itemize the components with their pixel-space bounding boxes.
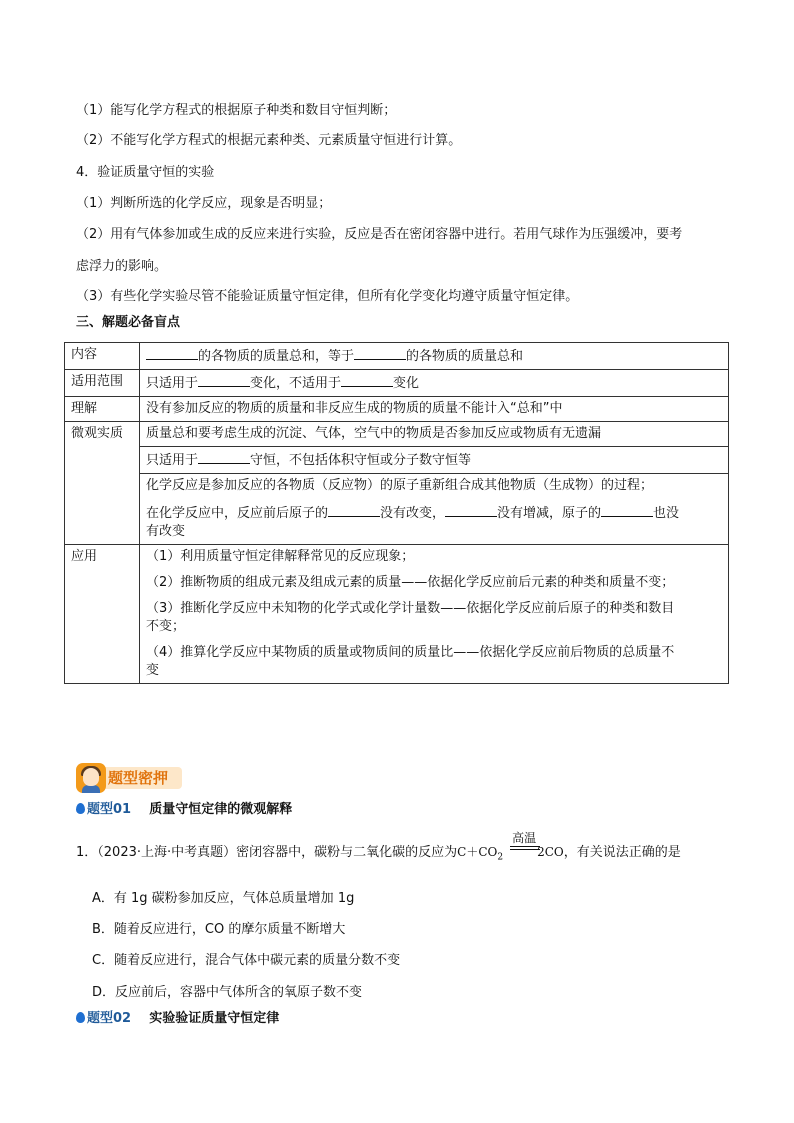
- blind-spots-table: [64, 342, 729, 684]
- text: 只适用于: [146, 376, 199, 391]
- fill-blank[interactable]: [445, 503, 497, 517]
- fill-blank[interactable]: [146, 346, 198, 360]
- text: 的各物质的质量总和，等于: [198, 349, 355, 364]
- text-line: （1）能写化学方程式的根据原子种类和数目守恒判断；: [76, 103, 397, 118]
- text: 变化，不适用于: [250, 376, 342, 391]
- text: [146, 503, 722, 523]
- text: 密闭容器中，碳粉与二氧化碳的反应为: [236, 845, 458, 860]
- text: 变化: [393, 376, 420, 391]
- option-c[interactable]: C．随着反应进行，混合气体中碳元素的质量分数不变: [92, 953, 401, 968]
- text-line: （2）不能写化学方程式的根据元素种类、元素质量守恒进行计算。: [76, 133, 462, 148]
- type-title: 实验验证质量守恒定律: [149, 1011, 280, 1026]
- text: 化学反应是参加反应的各物质（反应物）的原子重新组合成其他物质（生成物）的过程；: [146, 478, 654, 493]
- text: 守恒，不包括体积守恒或分子数守恒等: [250, 453, 472, 468]
- row-label: 内容: [65, 343, 140, 370]
- table-row: [65, 370, 729, 397]
- question-type-heading: [76, 801, 292, 819]
- subheading: 4．验证质量守恒的实验: [76, 165, 215, 180]
- text: 的各物质的质量总和: [406, 349, 524, 364]
- table-row: [65, 447, 729, 474]
- text-line: （2）用有气体参加或生成的反应来进行实验，反应是否在密闭容器中进行。若用气球作为压强缓冲，要考: [76, 227, 683, 242]
- row-label: 微观实质: [65, 422, 140, 545]
- teacher-icon: [76, 763, 106, 793]
- row-label: 理解: [65, 397, 140, 422]
- fill-blank[interactable]: [601, 503, 653, 517]
- equals-line: [510, 849, 540, 850]
- reaction-condition: 高温: [512, 831, 537, 845]
- type-title: 质量守恒定律的微观解释: [149, 802, 293, 817]
- fill-blank[interactable]: [198, 373, 250, 387]
- text-line: （3）有些化学实验尽管不能验证质量守恒定律，但所有化学变化均遵守质量守恒定律。: [76, 289, 579, 304]
- section-badge: [76, 763, 184, 793]
- type-tag: 题型02: [87, 1011, 132, 1026]
- equation-reactants: C＋CO: [457, 845, 498, 859]
- option-a[interactable]: A．有 1g 碳粉参加反应，气体总质量增加 1g: [92, 891, 355, 906]
- text: 也没: [653, 506, 680, 521]
- row-content: [140, 545, 729, 684]
- question-stem: [76, 831, 681, 866]
- table-row: [65, 397, 729, 422]
- row-content: [140, 370, 729, 397]
- row-label: 应用: [65, 545, 140, 684]
- section-heading: 三、解题必备盲点: [76, 315, 181, 330]
- option-d[interactable]: D．反应前后，容器中气体所含的氧原子数不变: [92, 985, 363, 1000]
- fill-blank[interactable]: [354, 346, 406, 360]
- question-type-heading: [76, 1010, 279, 1028]
- text-line: （1）判断所选的化学反应，现象是否明显；: [76, 196, 332, 211]
- fill-blank[interactable]: [328, 503, 380, 517]
- row-content: [140, 447, 729, 474]
- text: （3）推断化学反应中未知物的化学式或化学计量数——依据化学反应前后原子的种类和数目: [146, 601, 675, 616]
- badge-title: 题型密押: [108, 769, 169, 787]
- fill-blank[interactable]: [198, 450, 250, 464]
- equals-line: [510, 846, 540, 847]
- table-row: [65, 545, 729, 684]
- row-content: [140, 343, 729, 370]
- text: （2）推断物质的组成元素及组成元素的质量——依据化学反应前后元素的种类和质量不变；: [146, 575, 675, 590]
- type-tag: 题型01: [87, 802, 132, 817]
- option-b[interactable]: B．随着反应进行，CO 的摩尔质量不断增大: [92, 922, 346, 937]
- text: （1）利用质量守恒定律解释常见的反应现象；: [146, 549, 415, 564]
- row-content: 没有参加反应的物质的质量和非反应生成的物质的质量不能计入“总和”中: [140, 397, 729, 422]
- text: ，有关说法正确的是: [563, 845, 681, 860]
- equation-products: 2CO: [537, 845, 564, 859]
- text: 没有改变，: [380, 506, 446, 521]
- row-content: [140, 474, 729, 545]
- text: 在化学反应中，反应前后原子的: [146, 506, 329, 521]
- table-row: [65, 343, 729, 370]
- location-pin-icon: [76, 803, 85, 814]
- row-content: 质量总和要考虑生成的沉淀、气体，空气中的物质是否参加反应或物质有无遗漏: [140, 422, 729, 447]
- question-source: （2023·上海·中考真题）: [97, 845, 237, 860]
- chemical-equation: [457, 831, 564, 866]
- text-line: 虑浮力的影响。: [76, 259, 168, 274]
- table-row: [65, 422, 729, 447]
- text: 有改变: [146, 524, 186, 539]
- subscript: 2: [497, 852, 504, 863]
- question-number: 1．: [76, 845, 98, 860]
- text: 不变；: [146, 619, 186, 634]
- text: 变: [146, 663, 160, 678]
- row-label: 适用范围: [65, 370, 140, 397]
- text: 只适用于: [146, 453, 199, 468]
- text: 没有增减，原子的: [497, 506, 602, 521]
- table-row: [65, 474, 729, 545]
- location-pin-icon: [76, 1012, 85, 1023]
- text: （4）推算化学反应中某物质的质量或物质间的质量比——依据化学反应前后物质的总质量不: [146, 645, 675, 660]
- fill-blank[interactable]: [341, 373, 393, 387]
